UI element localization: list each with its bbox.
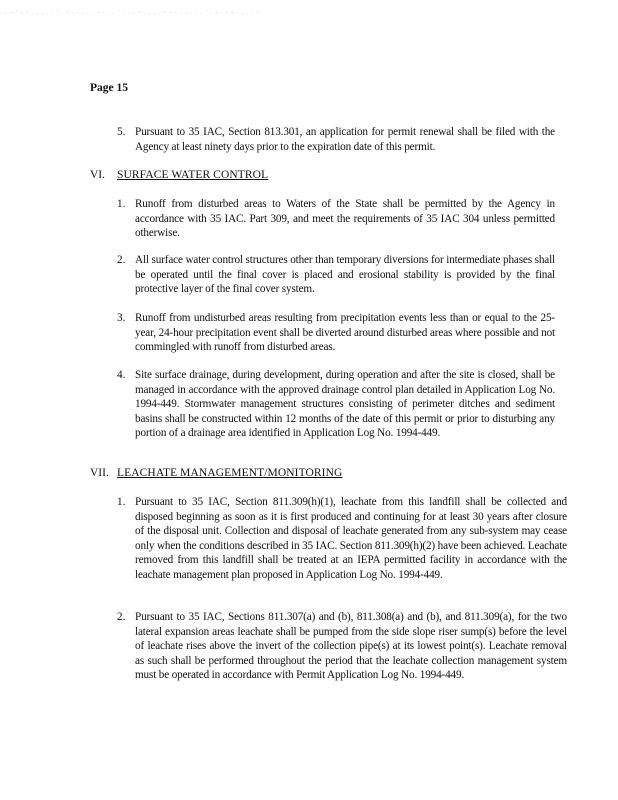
section-7-number: VII. bbox=[90, 467, 109, 479]
section-6-item-1-text: Runoff from disturbed areas to Waters of the State shall be permitted by the Agency in accordance with 35 IAC. Part 309, and meet the requirements of 35 IAC 304 unless permitted otherwise. bbox=[135, 198, 555, 240]
scan-header-noise: . - - ' - - . . . . . ' . - - . . . . - - . . ' . . - - . . . . - - - . - . . . ' . - . - - . . . . - bbox=[0, 10, 260, 16]
page-number: Page 15 bbox=[90, 82, 129, 94]
item-5-marker: 5. bbox=[117, 126, 126, 138]
section-7-item-1-text: Pursuant to 35 IAC, Section 811.309(h)(1), leachate from this landfill shall be collected and disposed beginning as soon as it is first produced and continuing for at least 30 years after closure of the disposal unit. Collection and disposal of leachate generated from any sub-system may cease only when the conditions described in 35 IAC. Section 811.309(h)(2) have been achieved. Leachate removed from this landfill shall be treated at an IEPA permitted facility in accordance with the leachate management plan proposed in Application Log No. 1994-449. bbox=[135, 496, 567, 581]
section-6-item-2-marker: 2. bbox=[117, 254, 126, 266]
item-5-text: Pursuant to 35 IAC, Section 813.301, an application for permit renewal shall be filed with the Agency at least ninety days prior to the expiration date of this permit. bbox=[135, 126, 555, 153]
section-7-item-2-marker: 2. bbox=[117, 611, 126, 623]
section-7-item-2-text: Pursuant to 35 IAC, Sections 811.307(a) and (b), 811.308(a) and (b), and 811.309(a), for the two lateral expansion areas leachate shall be pumped from the side slope riser sump(s) before the level of leachate rises above the invert of the collection pipe(s) at its lowest point(s). Leachate removal as such shall be performed throughout the period that the leachate collection management system must be operated in accordance with Permit Application Log No. 1994-449. bbox=[135, 611, 567, 682]
section-6-number: VI. bbox=[90, 169, 106, 181]
section-6-item-1-marker: 1. bbox=[117, 198, 126, 210]
section-6-item-2-text: All surface water control structures other than temporary diversions for intermediate phases shall be operated until the final cover is placed and erosional stability is provided by the final protective layer of the final cover system. bbox=[135, 254, 555, 296]
section-7-title: LEACHATE MANAGEMENT/MONITORING bbox=[117, 467, 343, 479]
section-6-item-3-marker: 3. bbox=[117, 312, 126, 324]
section-6-item-3-text: Runoff from undisturbed areas resulting from precipitation events less than or equal to the 25-year, 24-hour precipitation event shall be diverted around disturbed areas where possible and not commingled with runoff from disturbed areas. bbox=[135, 312, 555, 354]
section-6-item-4-marker: 4. bbox=[117, 369, 126, 381]
section-7-item-1-marker: 1. bbox=[117, 496, 126, 508]
section-6-title: SURFACE WATER CONTROL bbox=[117, 169, 269, 181]
section-6-item-4-text: Site surface drainage, during development, during operation and after the site is closed, shall be managed in accordance with the approved drainage control plan detailed in Application Log No. 1994-449. Stormwater management structures consisting of perimeter ditches and sediment basins shall be constructed within 12 months of the date of this permit or prior to disturbing any portion of a drainage area identified in Application Log No. 1994-449. bbox=[135, 369, 555, 440]
